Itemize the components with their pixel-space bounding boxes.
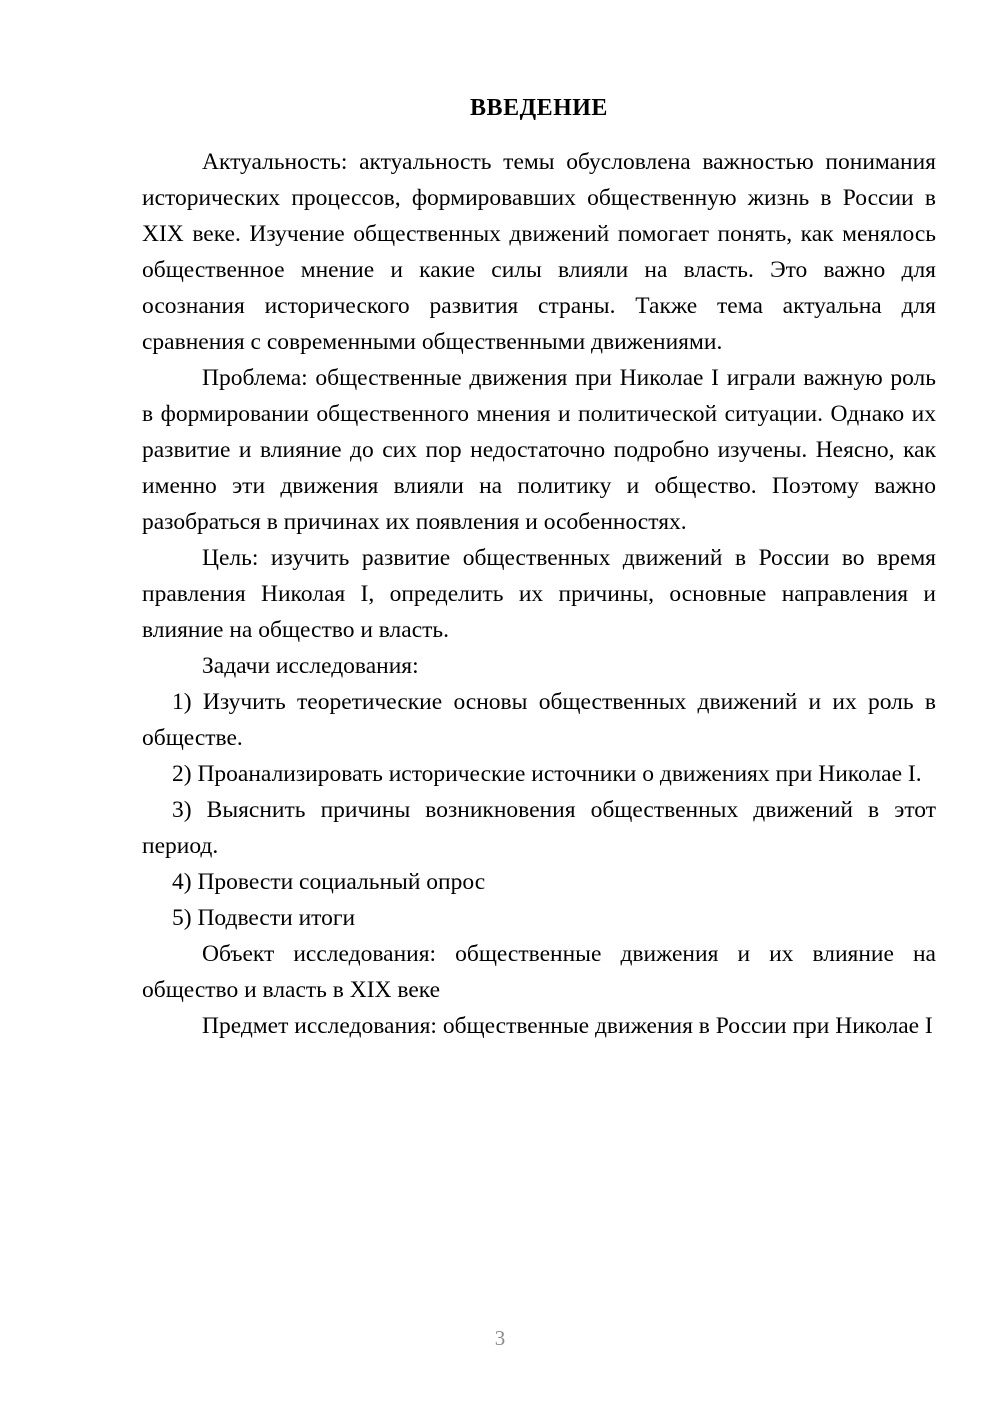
- paragraph-problem: Проблема: общественные движения при Николае I играли важную роль в формировании общественного мнения и политической ситуации. Однако их развитие и влияние до сих пор недостаточно подробно изучены. Неясно, как именно эти движения влияли на политику и общество. Поэтому важно разобраться в причинах их появления и особенностях.: [142, 365, 936, 535]
- page-number: 3: [494, 1326, 506, 1350]
- list-item-task-1: 1) Изучить теоретические основы общественных движений и их роль в обществе.: [142, 689, 936, 751]
- list-item-task-5: 5) Подвести итоги: [172, 905, 356, 931]
- paragraph-object: Объект исследования: общественные движения и их влияние на общество и власть в XIX веке: [142, 941, 936, 1003]
- page-title: ВВЕДЕНИЕ: [470, 95, 608, 121]
- paragraph-tasks-heading: Задачи исследования:: [202, 653, 419, 679]
- list-item-task-3: 3) Выяснить причины возникновения общественных движений в этот период.: [142, 797, 936, 859]
- list-item-task-4: 4) Провести социальный опрос: [172, 869, 486, 895]
- paragraph-goal: Цель: изучить развитие общественных движений в России во время правления Николая I, определить их причины, основные направления и влияние на общество и власть.: [142, 545, 936, 643]
- paragraph-relevance: Актуальность: актуальность темы обусловлена важностью понимания исторических процессов, формировавших общественную жизнь в России в XIX веке. Изучение общественных движений помогает понять, как менялось общественное мнение и какие силы влияли на власть. Это важно для осознания исторического развития страны. Также тема актуальна для сравнения с современными общественными движениями.: [142, 149, 936, 355]
- paragraph-subject: Предмет исследования: общественные движения в России при Николае I: [202, 1013, 933, 1039]
- list-item-task-2: 2) Проанализировать исторические источники о движениях при Николае I.: [172, 761, 922, 787]
- document-body: [142, 90, 936, 1044]
